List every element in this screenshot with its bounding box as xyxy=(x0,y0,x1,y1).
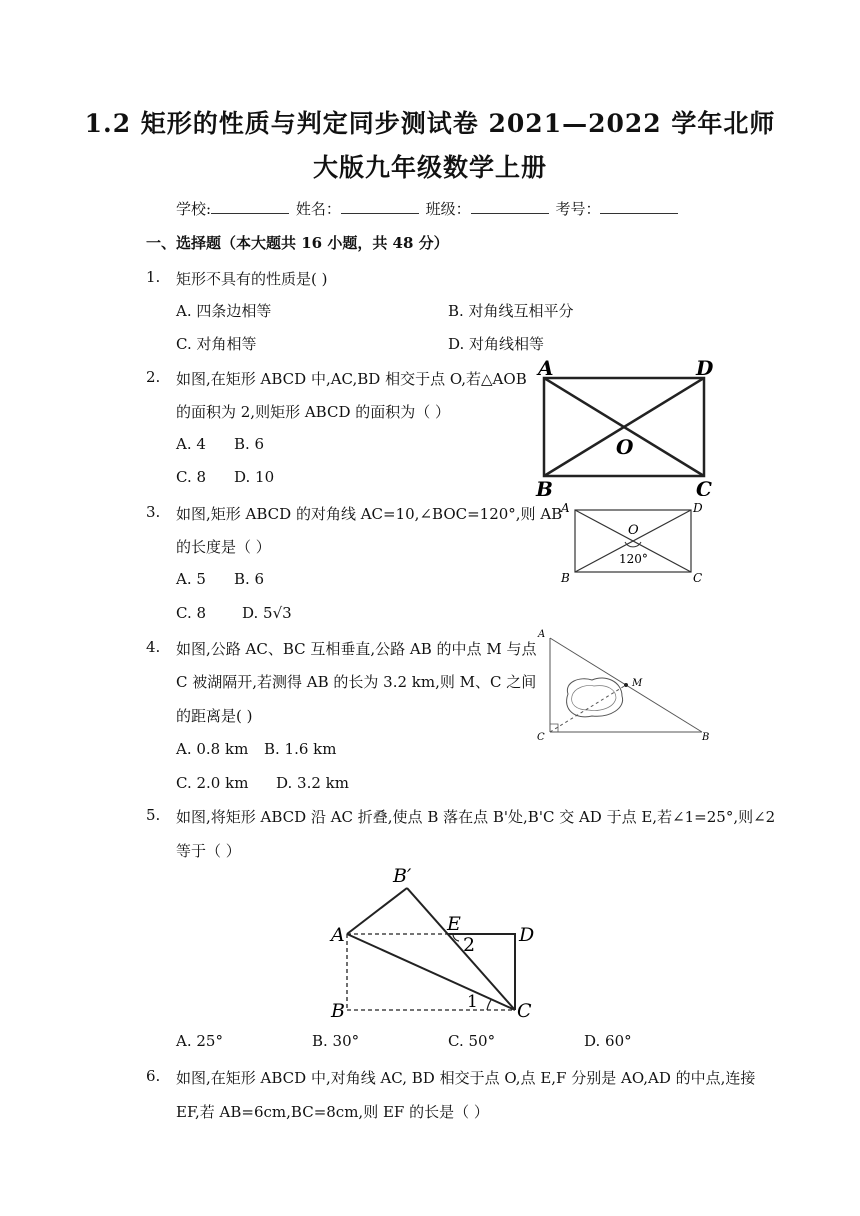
section-heading: 一、选择题（本大题共 16 小题，共 48 分） xyxy=(146,234,449,252)
question-3-number: 3. xyxy=(146,503,161,521)
question-4-option-c: C. 2.0 km xyxy=(176,774,249,792)
question-1-text: 矩形不具有的性质是( ) xyxy=(176,270,328,288)
question-4-text-line3: 的距离是( ) xyxy=(176,707,253,725)
question-4-figure xyxy=(530,624,720,746)
question-3-figure xyxy=(555,498,715,590)
question-6-text-line2: EF,若 AB=6cm,BC=8cm,则 EF 的长是（ ） xyxy=(176,1103,489,1121)
class-label: 班级： xyxy=(425,200,471,218)
question-2-option-b: B. 6 xyxy=(234,435,265,453)
question-2-option-d: D. 10 xyxy=(234,468,275,486)
question-5-figure xyxy=(325,860,545,1025)
figure-2-label-c: C xyxy=(696,477,712,496)
exam-number-blank xyxy=(600,199,678,214)
question-4-option-a: A. 0.8 km xyxy=(176,740,249,758)
figure-4-label-b: B xyxy=(702,732,710,743)
exam-number-label: 考号： xyxy=(555,200,601,218)
question-2-number: 2. xyxy=(146,368,161,386)
question-5-number: 5. xyxy=(146,806,161,824)
figure-5-label-angle-2: 2 xyxy=(463,934,476,956)
question-4-text-line2: C 被湖隔开,若测得 AB 的长为 3.2 km,则 M、C 之间 xyxy=(176,673,537,691)
figure-3-angle-label: 120° xyxy=(619,552,648,566)
question-1-option-a: A. 四条边相等 xyxy=(176,302,272,320)
page-title-line2: 大版九年级数学上册 xyxy=(312,153,547,182)
figure-5-label-b: B xyxy=(331,1000,345,1022)
figure-5-label-angle-1: 1 xyxy=(467,992,478,1012)
question-5-text-line2: 等于（ ） xyxy=(176,842,241,860)
figure-5-label-e: E xyxy=(447,913,461,935)
question-3-text-line1: 如图,矩形 ABCD 的对角线 AC=10,∠BOC=120°,则 AB xyxy=(176,505,563,523)
question-5-text-line1: 如图,将矩形 ABCD 沿 AC 折叠,使点 B 落在点 B'处,B'C 交 AD 于点 E,若∠1=25°,则∠2 xyxy=(176,808,776,826)
figure-2-label-o: O xyxy=(616,435,634,459)
figure-3-label-b: B xyxy=(561,571,570,585)
question-2-option-c: C. 8 xyxy=(176,468,207,486)
question-4-option-b: B. 1.6 km xyxy=(264,740,337,758)
figure-5-label-d: D xyxy=(519,924,535,946)
question-1-option-d: D. 对角线相等 xyxy=(448,335,545,353)
question-4-text-line1: 如图,公路 AC、BC 互相垂直,公路 AB 的中点 M 与点 xyxy=(176,640,537,658)
question-5-option-c: C. 50° xyxy=(448,1032,496,1050)
figure-2-label-a: A xyxy=(538,356,554,380)
question-6-number: 6. xyxy=(146,1067,161,1085)
figure-3-label-c: C xyxy=(693,571,703,585)
figure-3-label-o: O xyxy=(628,523,639,538)
figure-4-label-c: C xyxy=(537,732,545,743)
figure-5-label-b-prime: B′ xyxy=(393,865,412,887)
question-2-text-line1: 如图,在矩形 ABCD 中,AC,BD 相交于点 O,若△AOB xyxy=(176,370,527,388)
question-5-option-d: D. 60° xyxy=(584,1032,632,1050)
figure-3-label-a: A xyxy=(561,501,570,515)
question-5-option-a: A. 25° xyxy=(176,1032,223,1050)
class-blank xyxy=(471,199,549,214)
figure-5-label-c: C xyxy=(517,1000,532,1022)
question-4-number: 4. xyxy=(146,638,161,656)
figure-4-label-m: M xyxy=(632,678,643,689)
question-2-figure xyxy=(530,356,720,496)
figure-2-label-b: B xyxy=(536,477,553,496)
question-2-option-a: A. 4 xyxy=(176,435,206,453)
figure-3-label-d: D xyxy=(693,501,703,515)
student-info-line xyxy=(176,198,680,219)
question-1-option-c: C. 对角相等 xyxy=(176,335,257,353)
question-3-option-a: A. 5 xyxy=(176,570,206,588)
question-3-option-b: B. 6 xyxy=(234,570,265,588)
school-blank xyxy=(211,199,289,214)
question-3-text-line2: 的长度是（ ） xyxy=(176,538,271,556)
question-4-option-d: D. 3.2 km xyxy=(276,774,349,792)
question-1-number: 1. xyxy=(146,268,161,286)
figure-2-label-d: D xyxy=(696,356,714,380)
question-5-option-b: B. 30° xyxy=(312,1032,360,1050)
question-2-text-line2: 的面积为 2,则矩形 ABCD 的面积为（ ） xyxy=(176,403,451,421)
school-label: 学校: xyxy=(176,200,212,218)
question-3-option-c: C. 8 xyxy=(176,604,207,622)
question-3-option-d: D. 5√3 xyxy=(242,604,292,622)
name-blank xyxy=(341,199,419,214)
question-1-option-b: B. 对角线互相平分 xyxy=(448,302,574,320)
figure-4-label-a: A xyxy=(538,629,546,640)
figure-5-label-a: A xyxy=(331,924,345,946)
name-label: 姓名： xyxy=(295,200,341,218)
page-title: 1.2 矩形的性质与判定同步测试卷 2021—2022 学年北师 xyxy=(84,109,776,138)
question-6-text-line1: 如图,在矩形 ABCD 中,对角线 AC, BD 相交于点 O,点 E,F 分别是 AO,AD 的中点,连接 xyxy=(176,1069,756,1087)
